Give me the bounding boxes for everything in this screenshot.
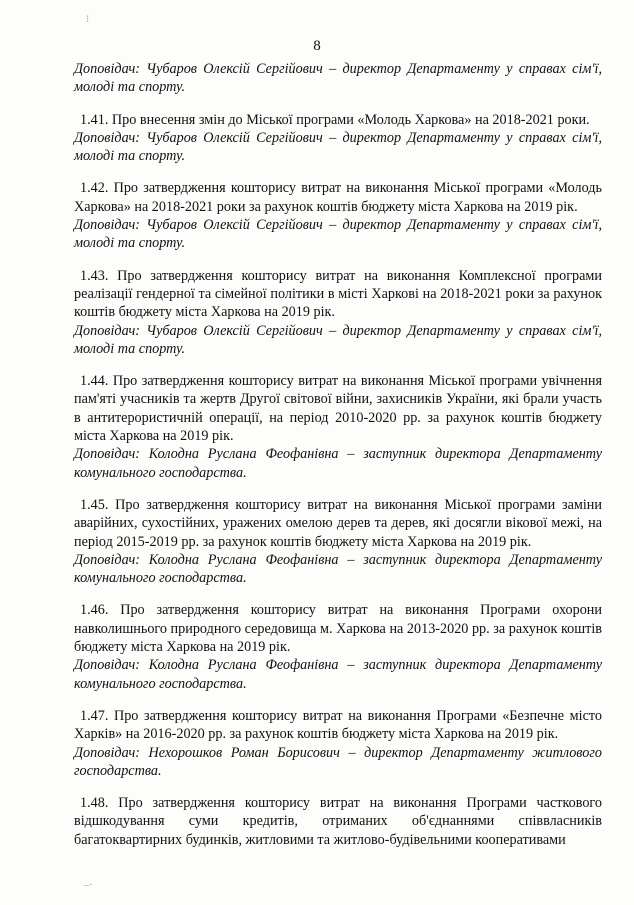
speaker-line: Доповідач: Колодна Руслана Феофанівна – заступник директора Департаменту комунального господарства. [74, 551, 602, 587]
speaker-line: Доповідач: Нехорошков Роман Борисович – директор Департаменту житлового господарства. [74, 744, 602, 779]
agenda-item [74, 372, 602, 482]
agenda-item [74, 601, 602, 692]
speaker-line: Доповідач: Колодна Руслана Феофанівна – заступник директора Департаменту комунального господарства. [74, 657, 602, 692]
agenda-item [74, 111, 602, 166]
agenda-item [74, 267, 602, 358]
agenda-item-text: 1.46. Про затвердження кошторису витрат на виконання Програми охорони навколишнього природного середовища м. Харкова на 2013-2020 рр. за рахунок коштів бюджету міста Харкова на 2019 рік. [74, 602, 602, 656]
speaker-line: Доповідач: Чубаров Олексій Сергійович – директор Департаменту у справах сім'ї, молоді та спорту. [74, 322, 602, 357]
agenda-item-text: 1.45. Про затвердження кошторису витрат на виконання Міської програми заміни аварійних, сухостійних, уражених омелою дерев та дерев, які досягли вікової межі, на період 2015-2019 рр. за рахунок коштів бюджету міста Харкова на 2019 рік. [74, 496, 602, 550]
speaker-line: Доповідач: Чубаров Олексій Сергійович – директор Департаменту у справах сім'ї, молоді та спорту. [74, 129, 602, 165]
speaker-line: Доповідач: Колодна Руслана Феофанівна – заступник директора Департаменту комунального господарства. [74, 446, 602, 481]
agenda-item-text: 1.43. Про затвердження кошторису витрат на виконання Комплексної програми реалізації гендерної та сімейної політики в місті Харкові на 2018-2021 роки за рахунок коштів бюджету міста Харкова на 2019 рік. [74, 267, 602, 321]
agenda-item [74, 794, 602, 849]
speaker-line: Доповідач: Чубаров Олексій Сергійович – директор Департаменту у справах сім'ї, молоді та спорту. [74, 61, 602, 96]
scan-artifact: ⁝ [86, 14, 90, 25]
document-body [74, 60, 602, 849]
agenda-item-text: 1.48. Про затвердження кошторису витрат на виконання Програми часткового відшкодування суми кредитів, отриманих об'єднаннями співвласників багатоквартирних будинків, житловими та житлово-будівельними кооперативами [74, 795, 602, 848]
agenda-item [74, 179, 602, 252]
agenda-item-text: 1.44. Про затвердження кошторису витрат на виконання Міської програми увічнення пам'яті учасників та жертв Другої світової війни, захисників України, які брали участь в антитерористичній операції, на період 2010-2020 рр. за рахунок коштів бюджету міста Харкова на 2019 рік. [74, 373, 602, 445]
speaker-line: Доповідач: Чубаров Олексій Сергійович – директор Департаменту у справах сім'ї, молоді та спорту. [74, 217, 602, 252]
scan-artifact: –· [84, 880, 93, 891]
agenda-item [74, 707, 602, 780]
agenda-item-text: 1.47. Про затвердження кошторису витрат на виконання Програми «Безпечне місто Харків» на 2016-2020 рр. за рахунок коштів бюджету міста Харкова на 2019 рік. [74, 707, 602, 743]
page-number: 8 [313, 38, 321, 54]
agenda-item-text: 1.42. Про затвердження кошторису витрат на виконання Міської програми «Молодь Харкова» на 2018-2021 роки за рахунок коштів бюджету міста Харкова на 2019 рік. [74, 180, 602, 215]
agenda-item [74, 496, 602, 587]
agenda-item-text: 1.41. Про внесення змін до Міської програми «Молодь Харкова» на 2018-2021 роки. [80, 111, 590, 128]
